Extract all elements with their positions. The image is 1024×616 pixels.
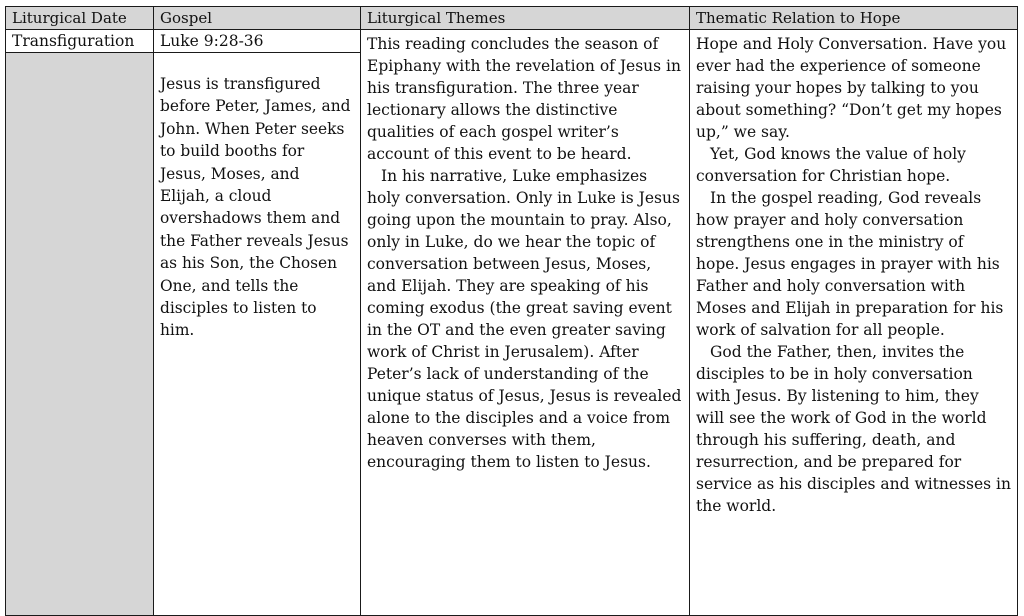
header-relation-to-hope: Thematic Relation to Hope: [690, 7, 1018, 30]
gospel-summary-cell: Jesus is transfigured before Peter, James, and John. When Peter seeks to build booths for Jesus, Moses, and Elijah, a cloud overshadows them and the Father reveals Jesus as his Son, the Chosen One, and tells the disciples to listen to him.: [154, 53, 361, 616]
lectionary-table: [5, 6, 1018, 616]
relation-to-hope-cell: [690, 30, 1018, 616]
hope-paragraph: God the Father, then, invites the disciples to be in holy conversation with Jesus. By listening to him, they will see the work of God in the world through his suffering, death, and resurrection, and be prepared for service as his disciples and witnesses in the world.: [696, 343, 1011, 515]
header-row: [6, 7, 1018, 30]
gospel-reference-cell: Luke 9:28-36: [154, 30, 361, 53]
themes-paragraph: This reading concludes the season of Epiphany with the revelation of Jesus in his transfiguration. The three year lectionary allows the distinctive qualities of each gospel writer’s account of this event to be heard.: [367, 35, 681, 163]
entry-title-row: [6, 30, 1018, 53]
hope-paragraph: In the gospel reading, God reveals how prayer and holy conversation strengthens one in the ministry of hope. Jesus engages in prayer with his Father and holy conversation with Moses and Elijah in preparation for his work of salvation for all people.: [696, 189, 1004, 339]
shaded-date-cell: [6, 53, 154, 616]
hope-paragraph: Hope and Holy Conversation. Have you ever had the experience of someone raising your hopes by talking to you about something? “Don’t get my hopes up,” we say.: [696, 35, 1007, 141]
header-gospel: Gospel: [154, 7, 361, 30]
header-liturgical-themes: Liturgical Themes: [361, 7, 690, 30]
liturgical-date-cell: Transfiguration: [6, 30, 154, 53]
header-liturgical-date: Liturgical Date: [6, 7, 154, 30]
themes-paragraph: In his narrative, Luke emphasizes holy conversation. Only in Luke is Jesus going upon the mountain to pray. Also, only in Luke, do we hear the topic of conversation between Jesus, Moses, and Elijah. They are speaking of his coming exodus (the great saving event in the OT and the even greater saving work of Christ in Jerusalem). After Peter’s lack of understanding of the unique status of Jesus, Jesus is revealed alone to the disciples and a voice from heaven converses with them, encouraging them to listen to Jesus.: [367, 167, 682, 471]
liturgical-themes-cell: [361, 30, 690, 616]
hope-paragraph: Yet, God knows the value of holy conversation for Christian hope.: [696, 145, 966, 185]
